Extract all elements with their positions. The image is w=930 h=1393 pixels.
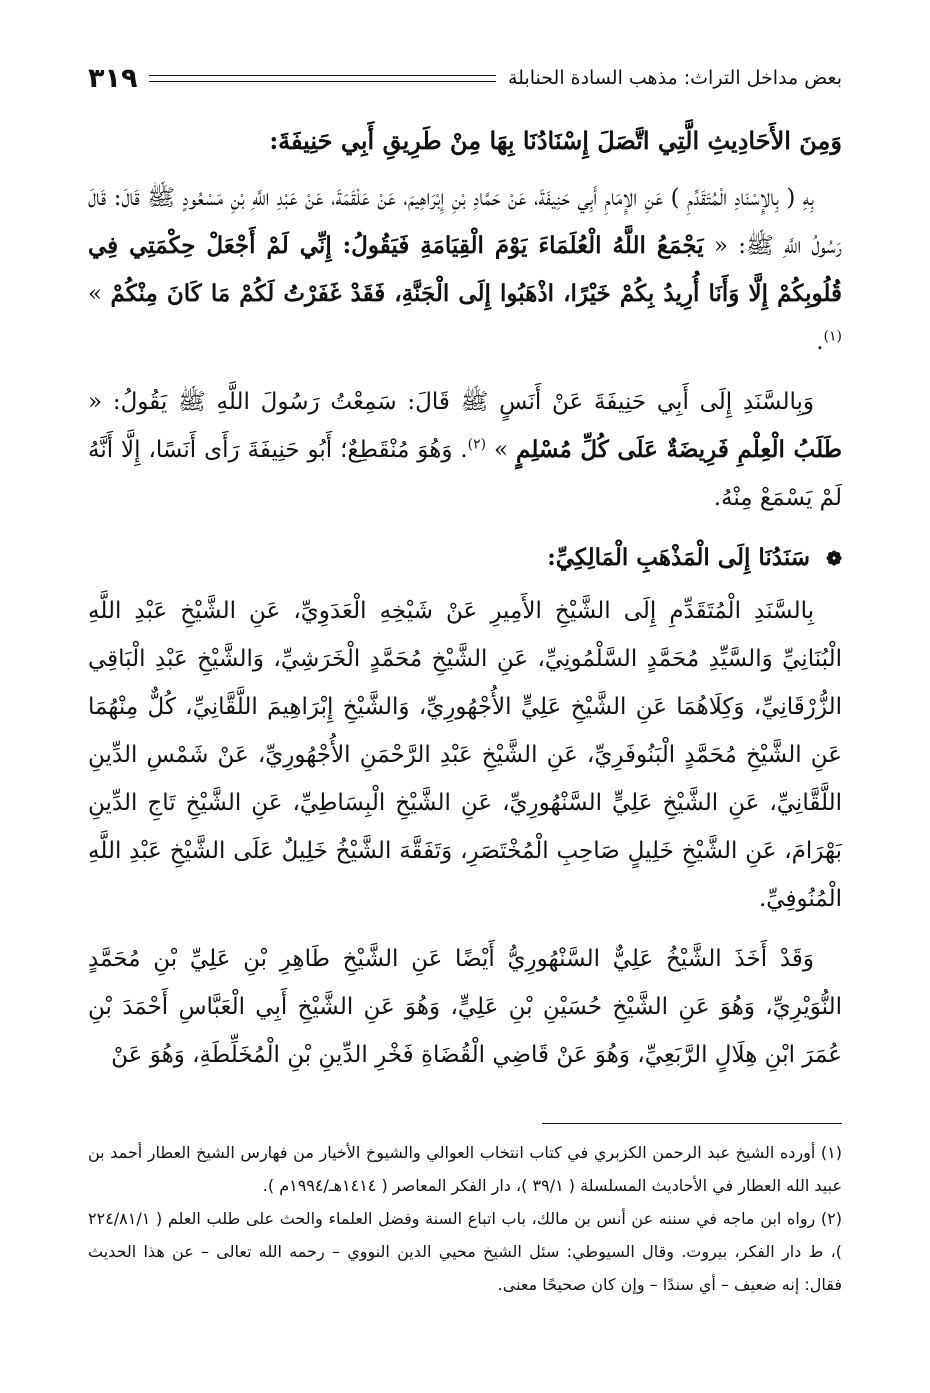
main-text <box>88 116 842 1079</box>
section-heading: وَمِنَ الأَحَادِيثِ الَّتِي اتَّصَلَ إِسْنَادُنَا بِهَا مِنْ طَرِيقِ أَبِي حَنِيفَةَ: <box>269 126 842 155</box>
running-header <box>88 58 842 98</box>
maliki-chain-heading <box>88 534 842 583</box>
paragraph-intro: بِهِ ( بِالإِسْنَادِ الْمُتَقَدِّمِ ) عَنِ الإِمَامِ أَبِي حَنِيفَةَ، عَنْ حَمَّادِ بْنِ إِبْرَاهِيمَ، عَنْ عَلْقَمَةَ، عَنْ عَبْدِ اللَّهِ بْنِ مَسْعُودٍ ﷺ قَالَ: قَالَ رَسُولُ اللَّهِ ﷺ: « <box>88 185 842 259</box>
paragraph-sanhuri-chain: وَقَدْ أَخَذَ الشَّيْخُ عَلِيٌّ السَّنْهُورِيُّ أَيْضًا عَنِ الشَّيْخِ طَاهِرِ بْنِ عَلِيِّ بْنِ مُحَمَّدٍ النُّوَيْرِيِّ، وَهُوَ عَنِ الشَّيْخِ حُسَيْنِ بْنِ عَلِيٍّ، وَهُوَ عَنِ الشَّيْخِ أَبِي الْعَبَّاسِ أَحْمَدَ بْنِ عُمَرَ ابْنِ هِلَالٍ الرَّبَعِيِّ، وَهُوَ عَنْ قَاضِي الْقُضَاةِ فَخْرِ الدِّينِ بْنِ الْمُخَلِّطَةِ، وَهُوَ عَنْ <box>88 946 842 1068</box>
sub-heading-text: سَنَدُنَا إِلَى الْمَذْهَبِ الْمَالِكِيِّ: <box>547 544 811 571</box>
footnote-rule <box>542 1123 842 1124</box>
footnotes <box>88 1136 842 1301</box>
paragraph-abu-hanifa-hadith-1 <box>88 174 842 366</box>
paragraph-rest: . وَهُوَ مُنْقَطِعٌ؛ أَبُو حَنِيفَةَ رَأَى أَنَسًا، إِلَّا أَنَّهُ لَمْ يَسْمَعْ مِنْهُ. <box>88 437 842 511</box>
running-title: بعض مداخل التراث: مذهب السادة الحنابلة <box>507 67 842 89</box>
hadith-text: طَلَبُ الْعِلْمِ فَرِيضَةٌ عَلَى كُلِّ مُسْلِمٍ <box>516 436 843 463</box>
paragraph-intro: وَبِالسَّنَدِ إِلَى أَبِي حَنِيفَةَ عَنْ أَنَسٍ ﷺ قَالَ: سَمِعْتُ رَسُولَ اللَّهِ ﷺ يَقُولُ: « <box>88 389 814 415</box>
footnote-2: (٢) رواه ابن ماجه في سننه عن أنس بن مالك، باب اتباع السنة وفضل العلماء والحث على طلب العلم ( ٢٢٤/٨١/١ )، ط دار الفكر، بيروت. وقال السيوطي: سئل الشيخ محيي الدين النووي – رحمه الله تعالى – عن هذا الحديث فقال: إنه ضعيف – أي سندًا – وإن كان صحيحًا معنى. <box>88 1209 842 1294</box>
paragraph-maliki-chain: بِالسَّنَدِ الْمُتَقَدِّمِ إِلَى الشَّيْخِ الأَمِيرِ عَنْ شَيْخِهِ الْعَدَوِيِّ، عَنِ الشَّيْخِ عَبْدِ اللَّهِ الْبُنَانِيِّ وَالسَّيِّدِ مُحَمَّدٍ السَّلْمُونِيِّ، عَنِ الشَّيْخِ مُحَمَّدٍ الْخَرَشِيِّ، وَالشَّيْخِ عَبْدِ الْبَاقِي الزُّرْقَانِيِّ، وَكِلَاهُمَا عَنِ الشَّيْخِ عَلِيٍّ الأُجْهُورِيِّ، وَالشَّيْخِ إِبْرَاهِيمَ اللَّقَّانِيِّ، كُلٌّ مِنْهُمَا عَنِ الشَّيْخِ مُحَمَّدٍ الْبَنُوفَرِيِّ، عَنِ الشَّيْخِ عَبْدِ الرَّحْمَنِ الأُجْهُورِيِّ، عَنْ شَمْسِ الدِّينِ اللَّقَّانِيِّ، عَنِ الشَّيْخِ عَلِيٍّ السَّنْهُورِيِّ، عَنِ الشَّيْخِ الْبِسَاطِيِّ، عَنِ الشَّيْخِ تَاجِ الدِّينِ بَهْرَامَ، عَنِ الشَّيْخِ خَلِيلٍ صَاحِبِ الْمُخْتَصَرِ، وَتَفَقَّهَ الشَّيْخُ خَلِيلٌ عَلَى الشَّيْخِ عَبْدِ اللَّهِ الْمُنُوفِيِّ. <box>88 598 842 912</box>
page-number: ٣١٩ <box>88 62 138 94</box>
sentence-end: . <box>816 329 824 355</box>
flower-icon: ❁ <box>826 548 842 570</box>
footnote-ref-2[interactable]: (٢) <box>467 436 487 453</box>
header-rule <box>149 75 496 82</box>
closing-quote: » <box>494 437 509 463</box>
closing-quote: » <box>88 281 103 307</box>
paragraph-abu-hanifa-hadith-2 <box>88 378 842 522</box>
hadith-text: يَجْمَعُ اللَّهُ الْعُلَمَاءَ يَوْمَ الْقِيَامَةِ فَيَقُولُ: إِنِّي لَمْ أَجْعَلْ حِكْمَتِي فِي قُلُوبِكُمْ إِلَّا وَأَنَا أُرِيدُ بِكُمْ خَيْرًا، اذْهَبُوا إِلَى الْجَنَّةِ، فَقَدْ غَفَرْتُ لَكُمْ مَا كَانَ مِنْكُمْ <box>88 232 842 307</box>
footnote-1: (١) أورده الشيخ عبد الرحمن الكزبري في كتاب انتخاب العوالي والشيوخ الأخيار من فهارس الشيخ العطار أحمد بن عبيد الله العطار في الأحاديث المسلسلة ( ٣٩/١ )، دار الفكر المعاصر ( ١٤١٤هـ/١٩٩٤م ). <box>88 1143 842 1195</box>
footnote-ref-1[interactable]: (١) <box>823 328 842 345</box>
